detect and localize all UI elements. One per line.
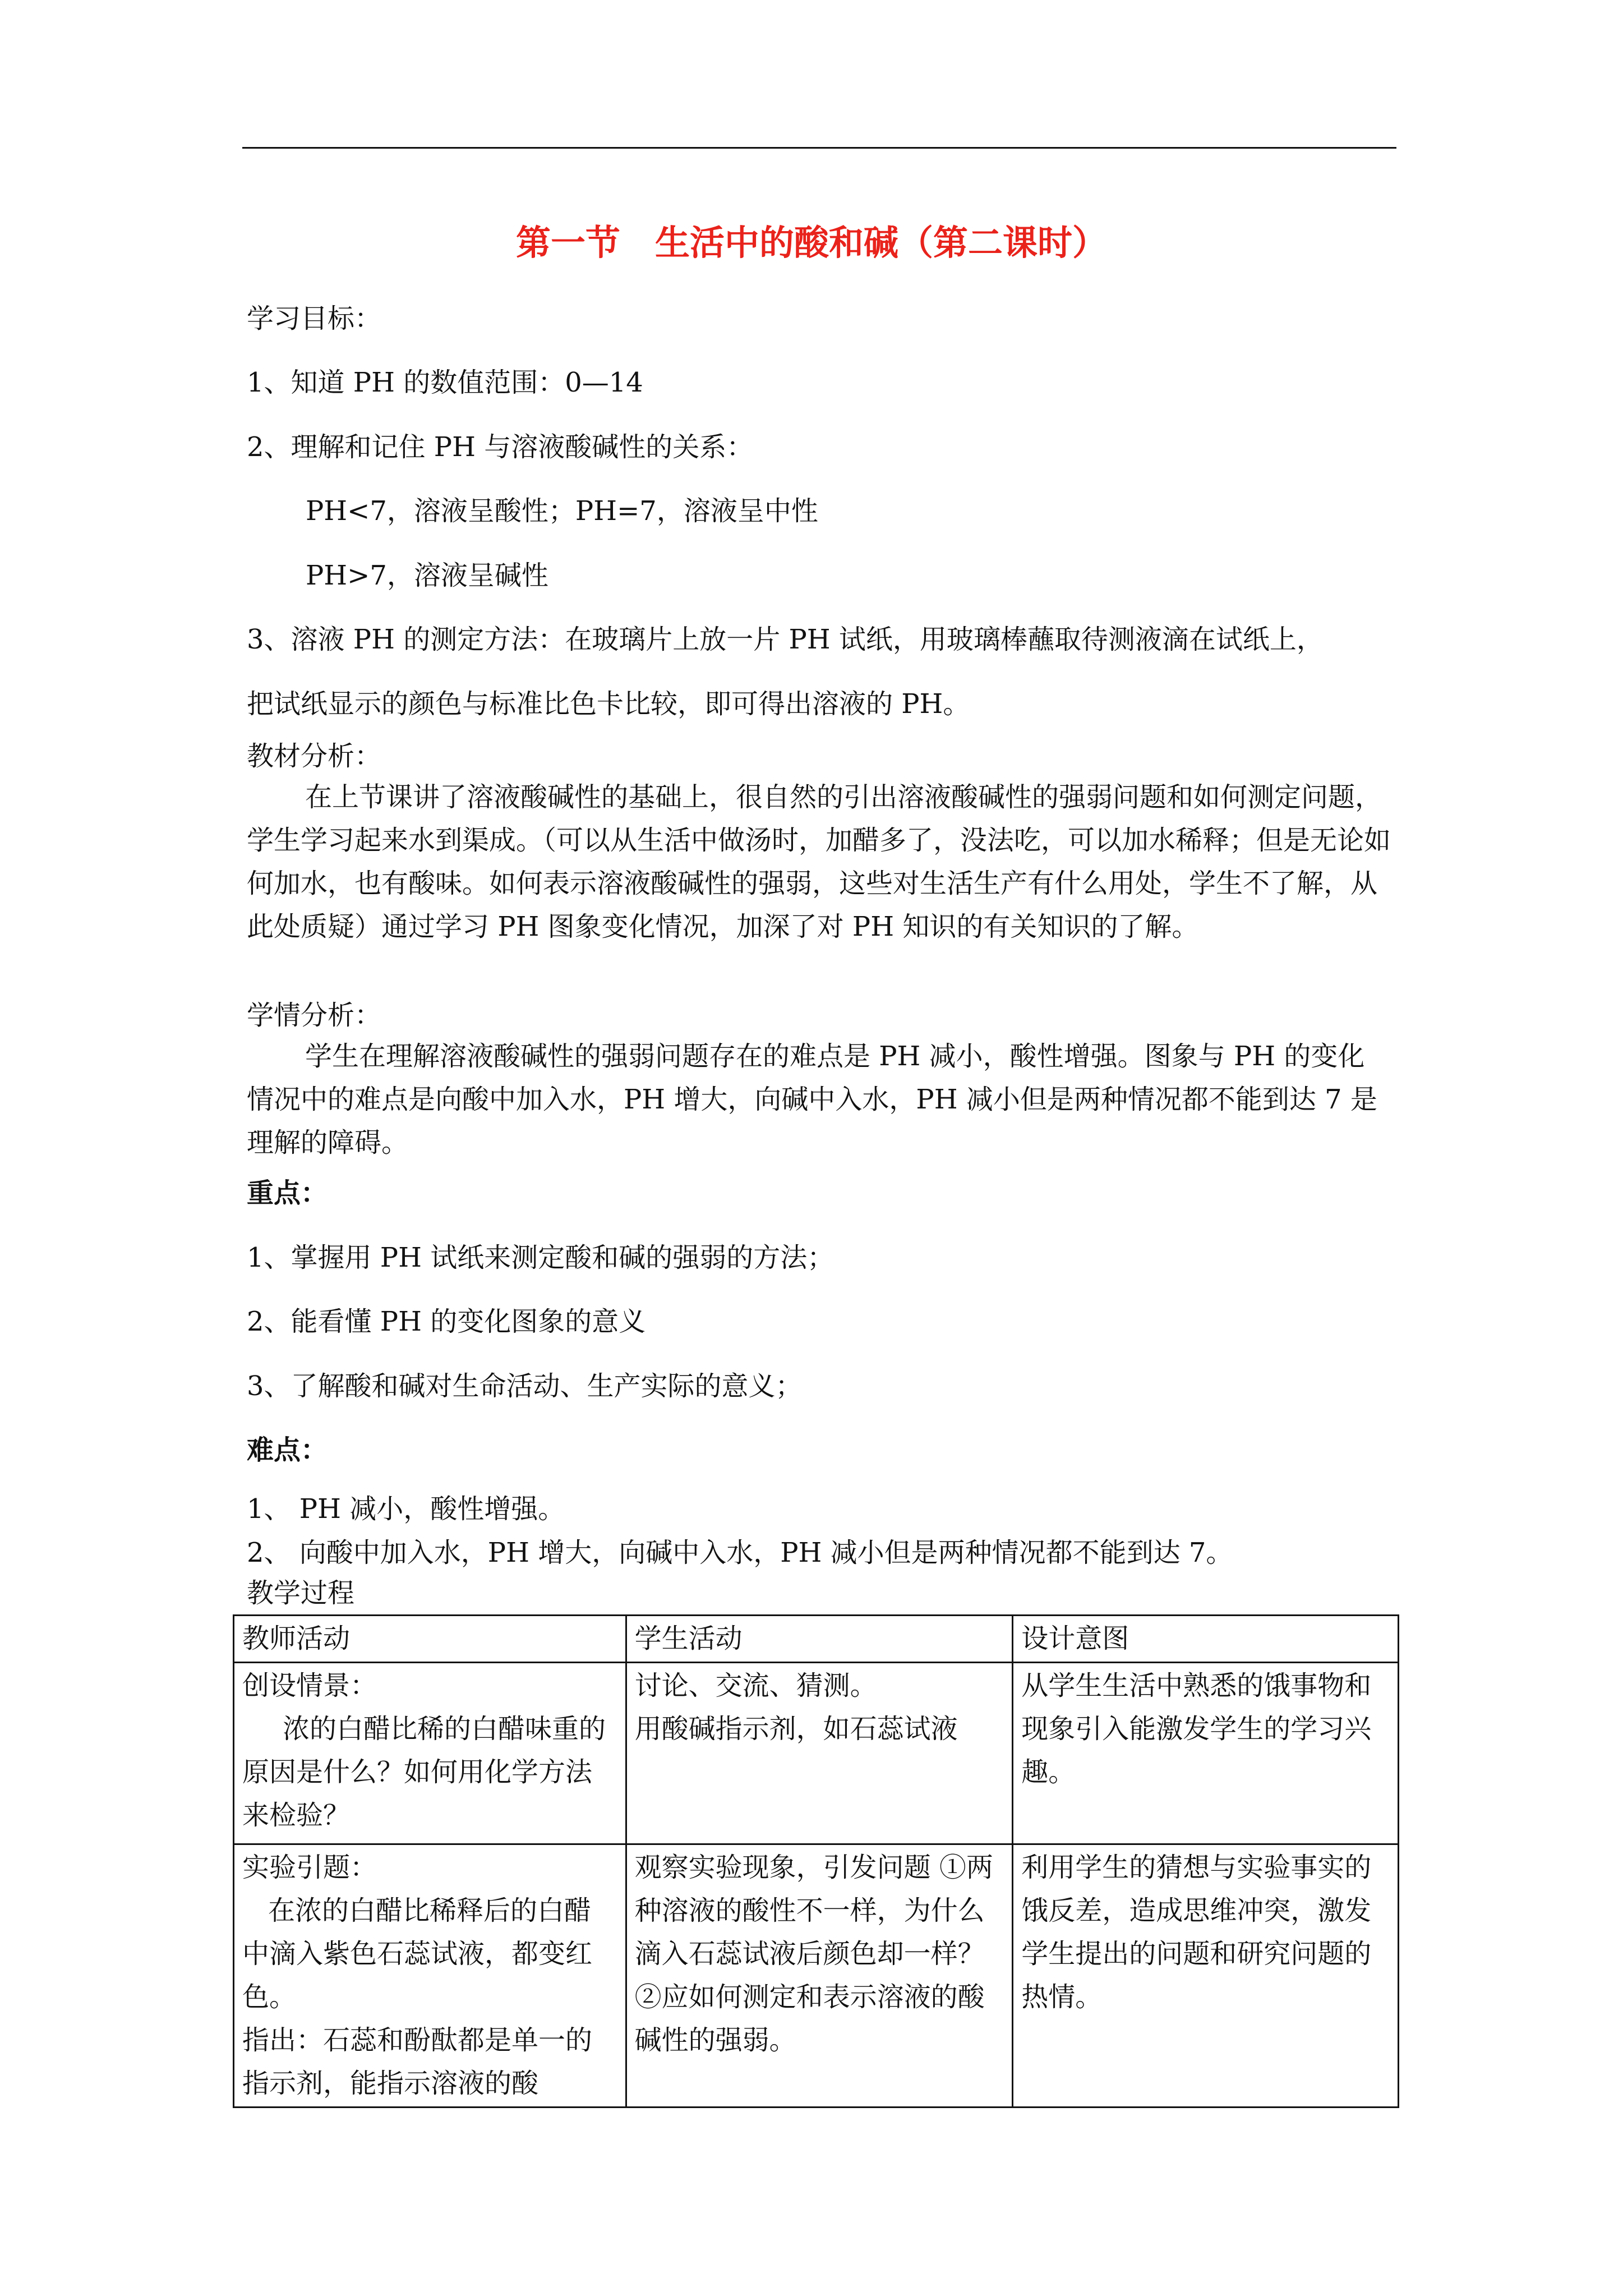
process-table [233,1614,1399,2108]
goal-item-2b: PH>7，溶液呈碱性 [306,560,548,591]
key-point-3: 3、了解酸和碱对生命活动、生产实际的意义； [247,1370,803,1402]
key-points-heading: 重点： [247,1177,328,1209]
header-intent: 设计意图 [1013,1616,1399,1663]
table-row [234,1663,1399,1844]
row2-teacher-body [242,1889,617,2019]
row2-student-cell: 观察实验现象，引发问题 ①两种溶液的酸性不一样，为什么滴入石蕊试液后颜色却一样？②应如何测定和表示溶液的酸碱性的强弱。 [626,1844,1013,2108]
row1-student-line1: 讨论、交流、猜测。 [634,1670,877,1701]
students-text: 学生在理解溶液酸碱性的强弱问题存在的难点是 PH 减小，酸性增强。图象与 PH 的变化情况中的难点是向酸中加入水，PH 增大，向碱中入水，PH 减小但是两种情况都不能到达 7 是理解的障碍。 [247,1041,1377,1158]
table-header-row [234,1616,1399,1663]
header-teacher: 教师活动 [234,1616,626,1663]
goal-item-2: 2、理解和记住 PH 与溶液酸碱性的关系： [247,431,754,463]
difficulties-heading: 难点： [247,1434,328,1466]
difficulty-1: 1、 PH 减小，酸性增强。 [247,1493,565,1525]
goal-item-3b: 把试纸显示的颜色与标准比色卡比较，即可得出溶液的 PH。 [247,688,970,720]
material-text: 在上节课讲了溶液酸碱性的基础上，很自然的引出溶液酸碱性的强弱问题和如何测定问题，学生学习起来水到渠成。（可以从生活中做汤时，加醋多了，没法吃，可以加水稀释；但是无论如何加水，也有酸味。如何表示溶液酸碱性的强弱，这些对生活生产有什么用处，学生不了解，从此处质疑）通过学习 PH 图象变化情况，加深了对 PH 知识的有关知识的了解。 [247,781,1391,942]
goal-item-2a: PH<7，溶液呈酸性；PH=7，溶液呈中性 [306,495,818,527]
process-heading: 教学过程 [247,1577,355,1609]
row1-student-cell [626,1663,1013,1844]
row2-teacher-note: 指出：石蕊和酚酞都是单一的指示剂，能指示溶液的酸 [242,2024,593,2099]
row1-student-line2: 用酸碱指示剂，如石蕊试液 [634,1713,958,1745]
material-heading: 教材分析： [247,740,382,772]
row1-teacher-title: 创设情景： [242,1670,377,1701]
row1-teacher-cell [234,1663,626,1844]
material-paragraph [247,776,1391,949]
header-rule [242,147,1396,149]
key-point-1: 1、掌握用 PH 试纸来测定酸和碱的强弱的方法； [247,1242,834,1273]
goal-item-1: 1、知道 PH 的数值范围：0—14 [247,367,643,398]
goal-item-3a: 3、溶液 PH 的测定方法：在玻璃片上放一片 PH 试纸，用玻璃棒蘸取待测液滴在试纸上， [247,624,1324,655]
difficulty-2: 2、 向酸中加入水，PH 增大，向碱中入水，PH 减小但是两种情况都不能到达 7。 [247,1537,1233,1568]
students-paragraph [247,1035,1391,1165]
table-row [234,1844,1399,2108]
students-heading: 学情分析： [247,1000,382,1031]
page-title: 第一节 生活中的酸和碱（第二课时） [515,222,1107,263]
row2-teacher-cell [234,1844,626,2108]
row1-teacher-body [242,1708,617,1837]
key-point-2: 2、能看懂 PH 的变化图象的意义 [247,1306,646,1337]
row2-teacher-title: 实验引题： [242,1852,377,1883]
row1-intent-cell: 从学生生活中熟悉的饿事物和现象引入能激发学生的学习兴趣。 [1013,1663,1399,1844]
goals-heading: 学习目标： [247,303,382,334]
row2-intent-cell: 利用学生的猜想与实验事实的饿反差，造成思维冲突，激发学生提出的问题和研究问题的热情。 [1013,1844,1399,2108]
header-student: 学生活动 [626,1616,1013,1663]
row2-teacher-text: 在浓的白醋比稀释后的白醋中滴入紫色石蕊试液，都变红色。 [242,1895,593,2013]
row1-teacher-text: 浓的白醋比稀的白醋味重的原因是什么？如何用化学方法来检验？ [242,1713,606,1831]
